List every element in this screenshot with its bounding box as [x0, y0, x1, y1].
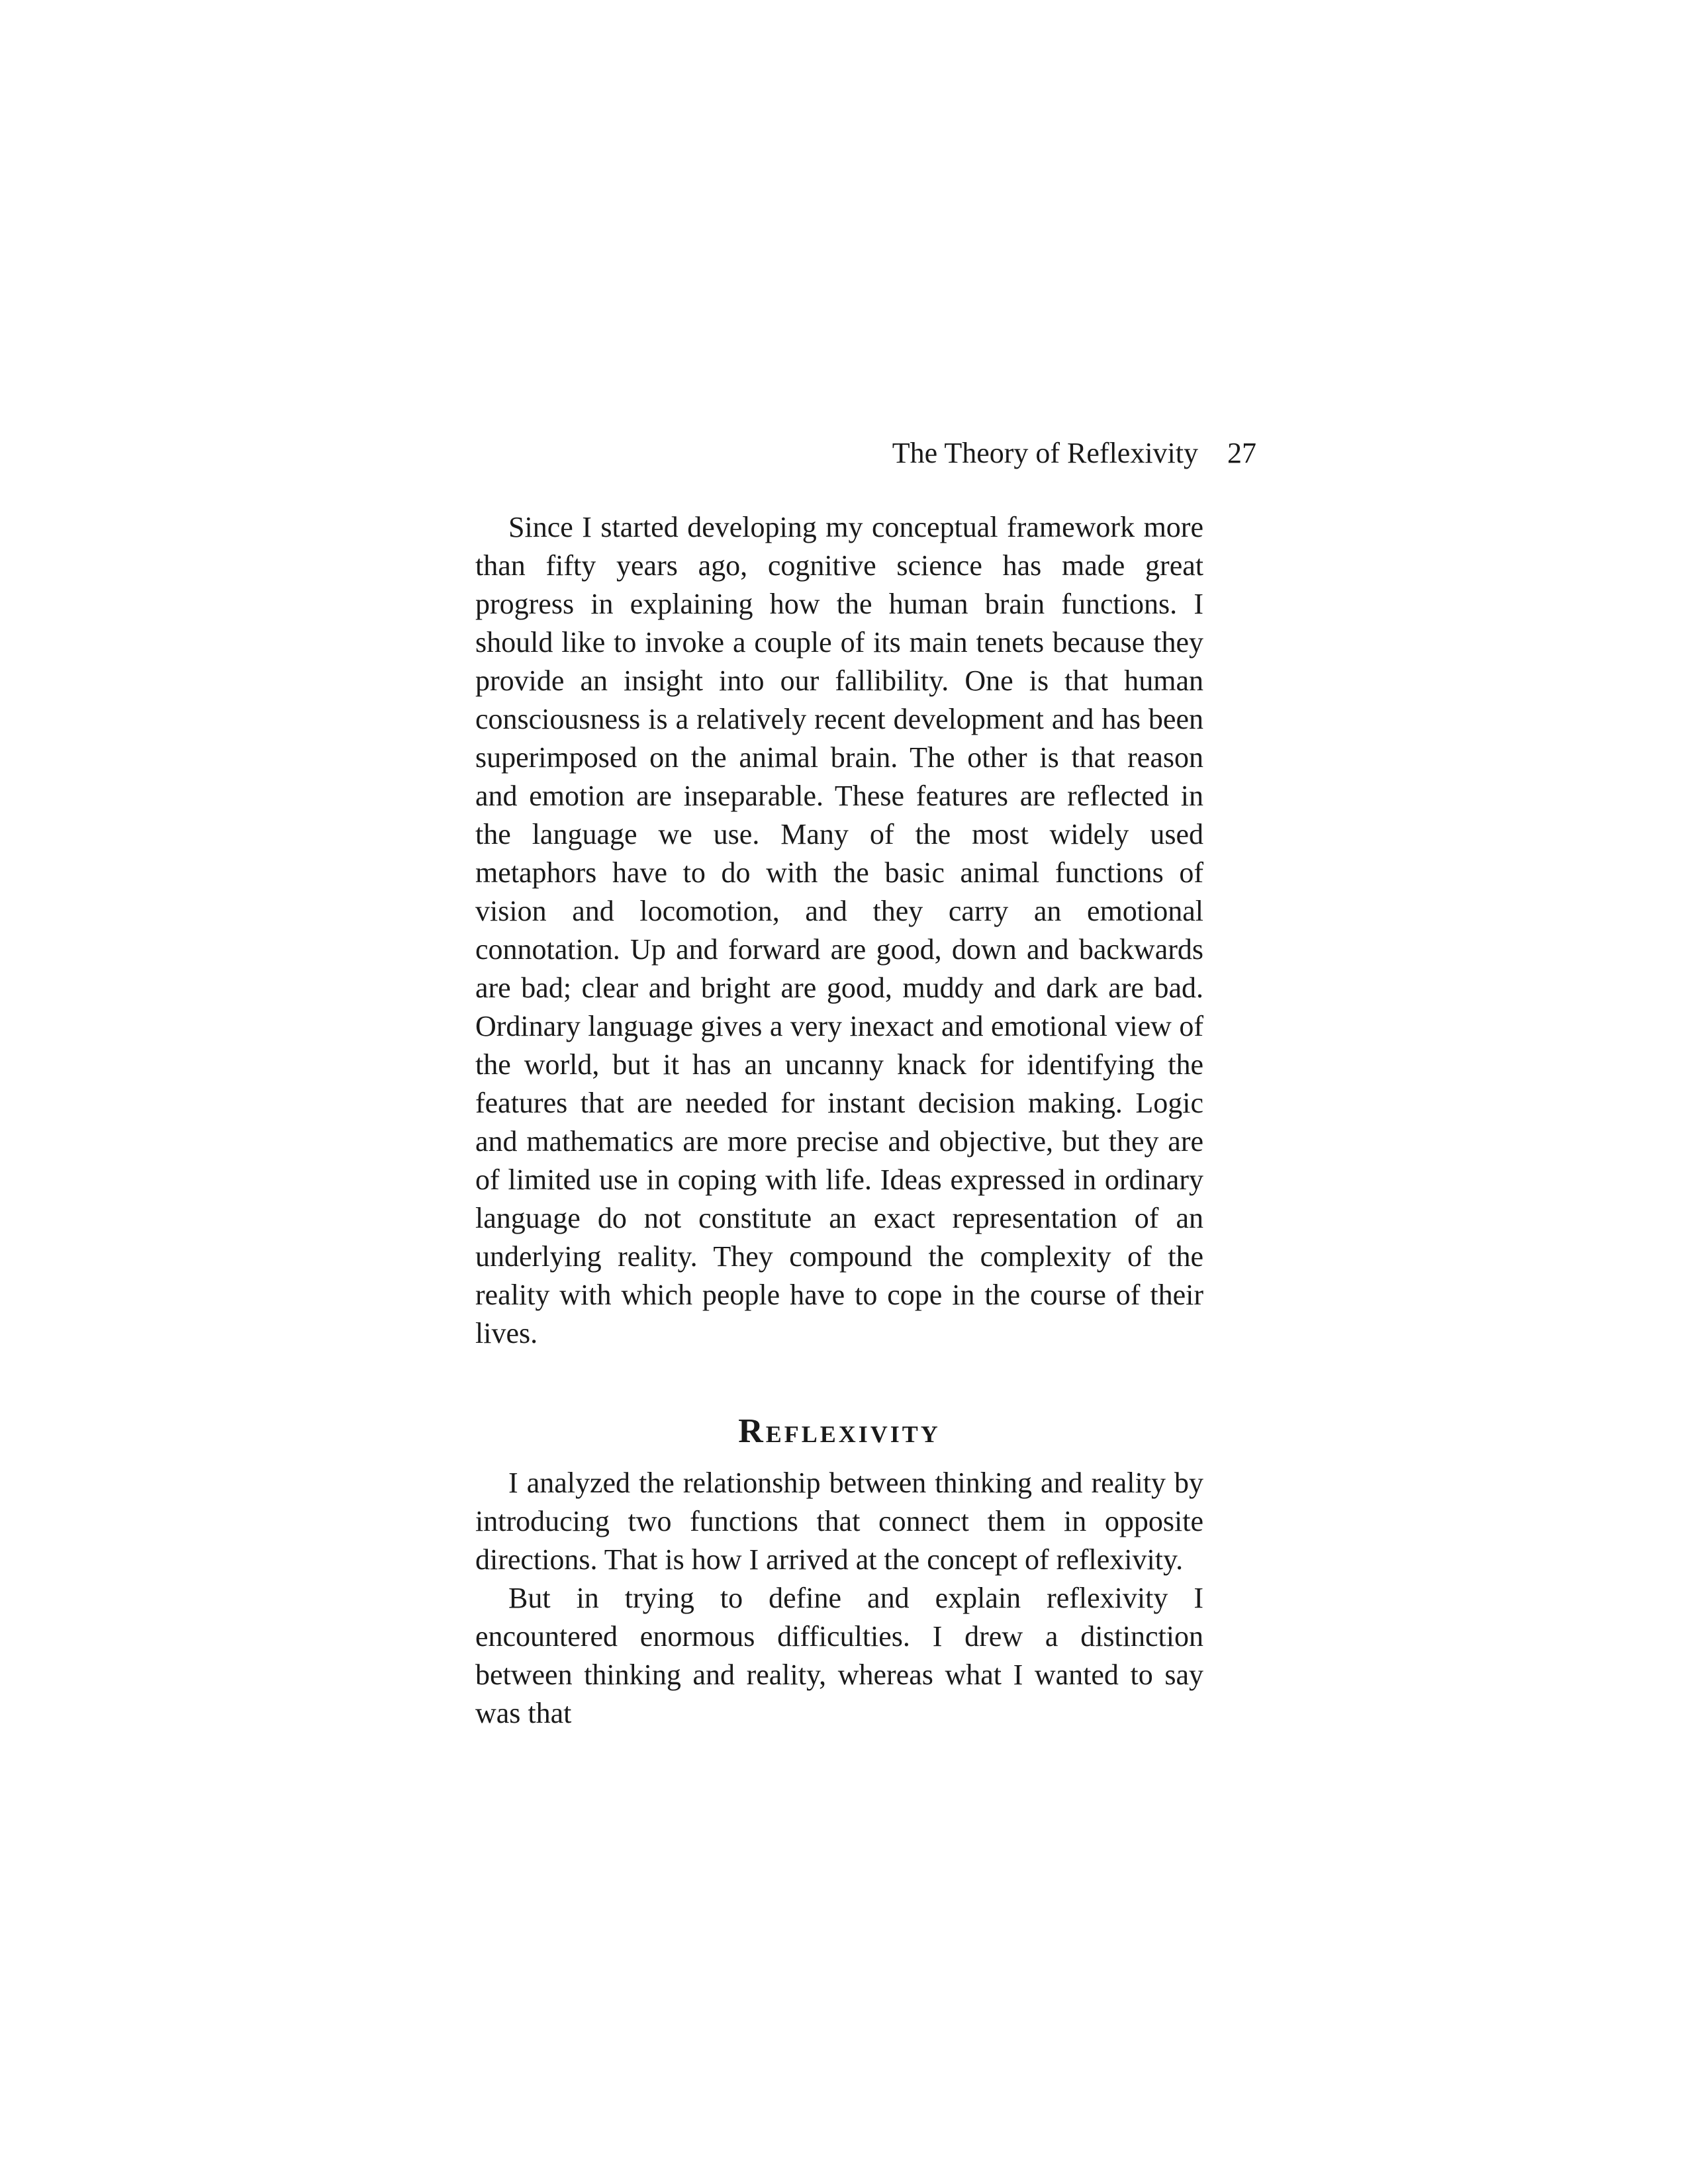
body-text-block	[475, 508, 1203, 1353]
page-number: 27	[1227, 437, 1256, 469]
running-header	[475, 430, 1256, 477]
section-paragraph: But in trying to define and explain reflexivity I encountered enormous difficulties. I drew a distinction between thinking and reality, whereas what I wanted to say was that	[475, 1582, 1203, 1729]
body-paragraph: Since I started developing my conceptual framework more than fifty years ago, cognitive science has made great progress in explaining how the human brain functions. I should like to invoke a couple of its main tenets because they provide an insight into our fallibility. One is that human consciousness is a relatively recent development and has been superimposed on the animal brain. The other is that reason and emotion are inseparable. These features are reflected in the language we use. Many of the most widely used metaphors have to do with the basic animal functions of vision and locomotion, and they carry an emotional connotation. Up and forward are good, down and backwards are bad; clear and bright are good, muddy and dark are bad. Ordinary language gives a very inexact and emotional view of the world, but it has an uncanny knack for identifying the features that are needed for instant decision making. Logic and mathematics are more precise and objective, but they are of limited use in coping with life. Ideas expressed in ordinary language do not constitute an exact representation of an underlying reality. They compound the complexity of the reality with which people have to cope in the course of their lives.	[475, 511, 1203, 1349]
section-paragraph: I analyzed the relationship between thinking and reality by introducing two functions that connect them in opposite directions. That is how I arrived at the concept of reflexivity.	[475, 1467, 1203, 1576]
section-text-block	[475, 1464, 1203, 1733]
section-heading: Reflexivity	[738, 1412, 941, 1451]
running-title: The Theory of Reflexivity	[892, 437, 1198, 469]
